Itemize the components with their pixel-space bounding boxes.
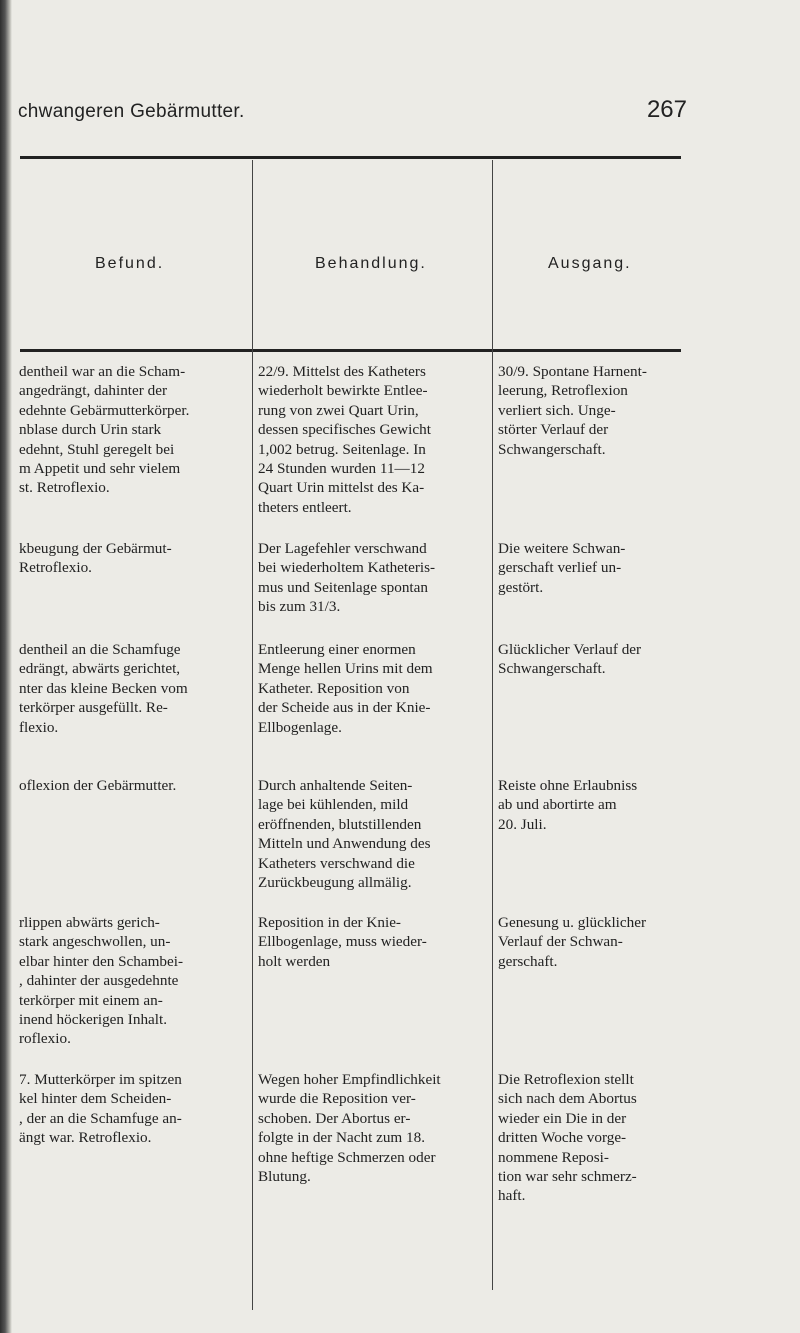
table-cell-ausgang: Die Retroflexion stellt sich nach dem Abortus wieder ein Die in der dritten Woche vorge- nommene Reposi- tion war sehr schmerz- haft. [498,1071,637,1205]
table-cell-befund: kbeugung der Gebärmut- Retroflexio. [19,540,172,577]
table-cell-ausgang: Glücklicher Verlauf der Schwangerschaft. [498,641,642,678]
column-header-ausgang: Ausgang. [548,255,632,272]
table-top-rule [20,156,681,159]
table-cell-behandlung: Der Lagefehler verschwand bei wiederholtem Katheteris- mus und Seitenlage spontan bis zum 31/3. [258,540,436,616]
column-divider [252,160,253,1310]
table-cell-behandlung: 22/9. Mittelst des Katheters wiederholt bewirkte Entlee- rung von zwei Quart Urin, dessen specifisches Gewicht 1,002 betrug. Seitenlage. In 24 Stunden wurden 11—12 Quart Urin mittelst des Ka- theters entleert. [258,363,431,516]
table-cell-ausgang: Reiste ohne Erlaubniss ab und abortirte am 20. Juli. [498,777,638,833]
table-cell-ausgang: Genesung u. glücklicher Verlauf der Schwan- gerschaft. [498,914,647,970]
table-cell-befund: denthеil war an die Scham- angedrängt, dahinter der edehnte Gebärmutterkörper. nblase durch Urin stark edehnt, Stuhl geregelt bei m Appetit und sehr vielem st. Retroflexio. [19,363,190,497]
table-cell-befund: dentheil an die Schamfuge edrängt, abwärts gerichtet, nter das kleine Becken vom terkörper ausgefüllt. Re- flexio. [19,641,188,736]
table-cell-behandlung: Wegen hoher Empfindlichkeit wurde die Reposition ver- schoben. Der Abortus er- folgte in der Nacht zum 18. ohne heftige Schmerzen oder Blutung. [258,1071,441,1186]
table-cell-ausgang: 30/9. Spontane Harnent- leerung, Retroflexion verliert sich. Unge- störter Verlauf der Schwangerschaft. [498,363,647,458]
table-cell-befund: 7. Mutterkörper im spitzen kel hinter dem Scheiden- , der an die Schamfuge an- ängt war. Retroflexio. [19,1071,182,1147]
column-header-behandlung: Behandlung. [315,255,427,272]
table-cell-behandlung: Reposition in der Knie- Ellbogenlage, muss wieder- holt werden [258,914,427,970]
column-header-befund: Befund. [95,255,165,272]
running-title: chwangeren Gebärmutter. [18,101,245,122]
table-cell-befund: rlippen abwärts gerich- stark angeschwollen, un- elbar hinter den Schambei- , dahinter der ausgedehnte terkörper mit einem an- inend höckerigen Inhalt. roflexio. [19,914,184,1048]
table-cell-behandlung: Entleerung einer enormen Menge hellen Urins mit dem Katheter. Reposition von der Scheide aus in der Knie- Ellbogenlage. [258,641,433,736]
table-cell-befund: oflexion der Gebärmutter. [19,777,177,794]
table-cell-behandlung: Durch anhaltende Seiten- lage bei kühlenden, mild eröffnenden, blutstillenden Mitteln und Anwendung des Katheters verschwand die Zurückbeugung allmälig. [258,777,431,892]
table-cell-ausgang: Die weitere Schwan- gerschaft verlief un- gestört. [498,540,626,596]
table-header-rule [20,349,681,352]
column-divider [492,160,493,1290]
page-number: 267 [646,96,687,123]
page-gutter [0,0,12,1333]
